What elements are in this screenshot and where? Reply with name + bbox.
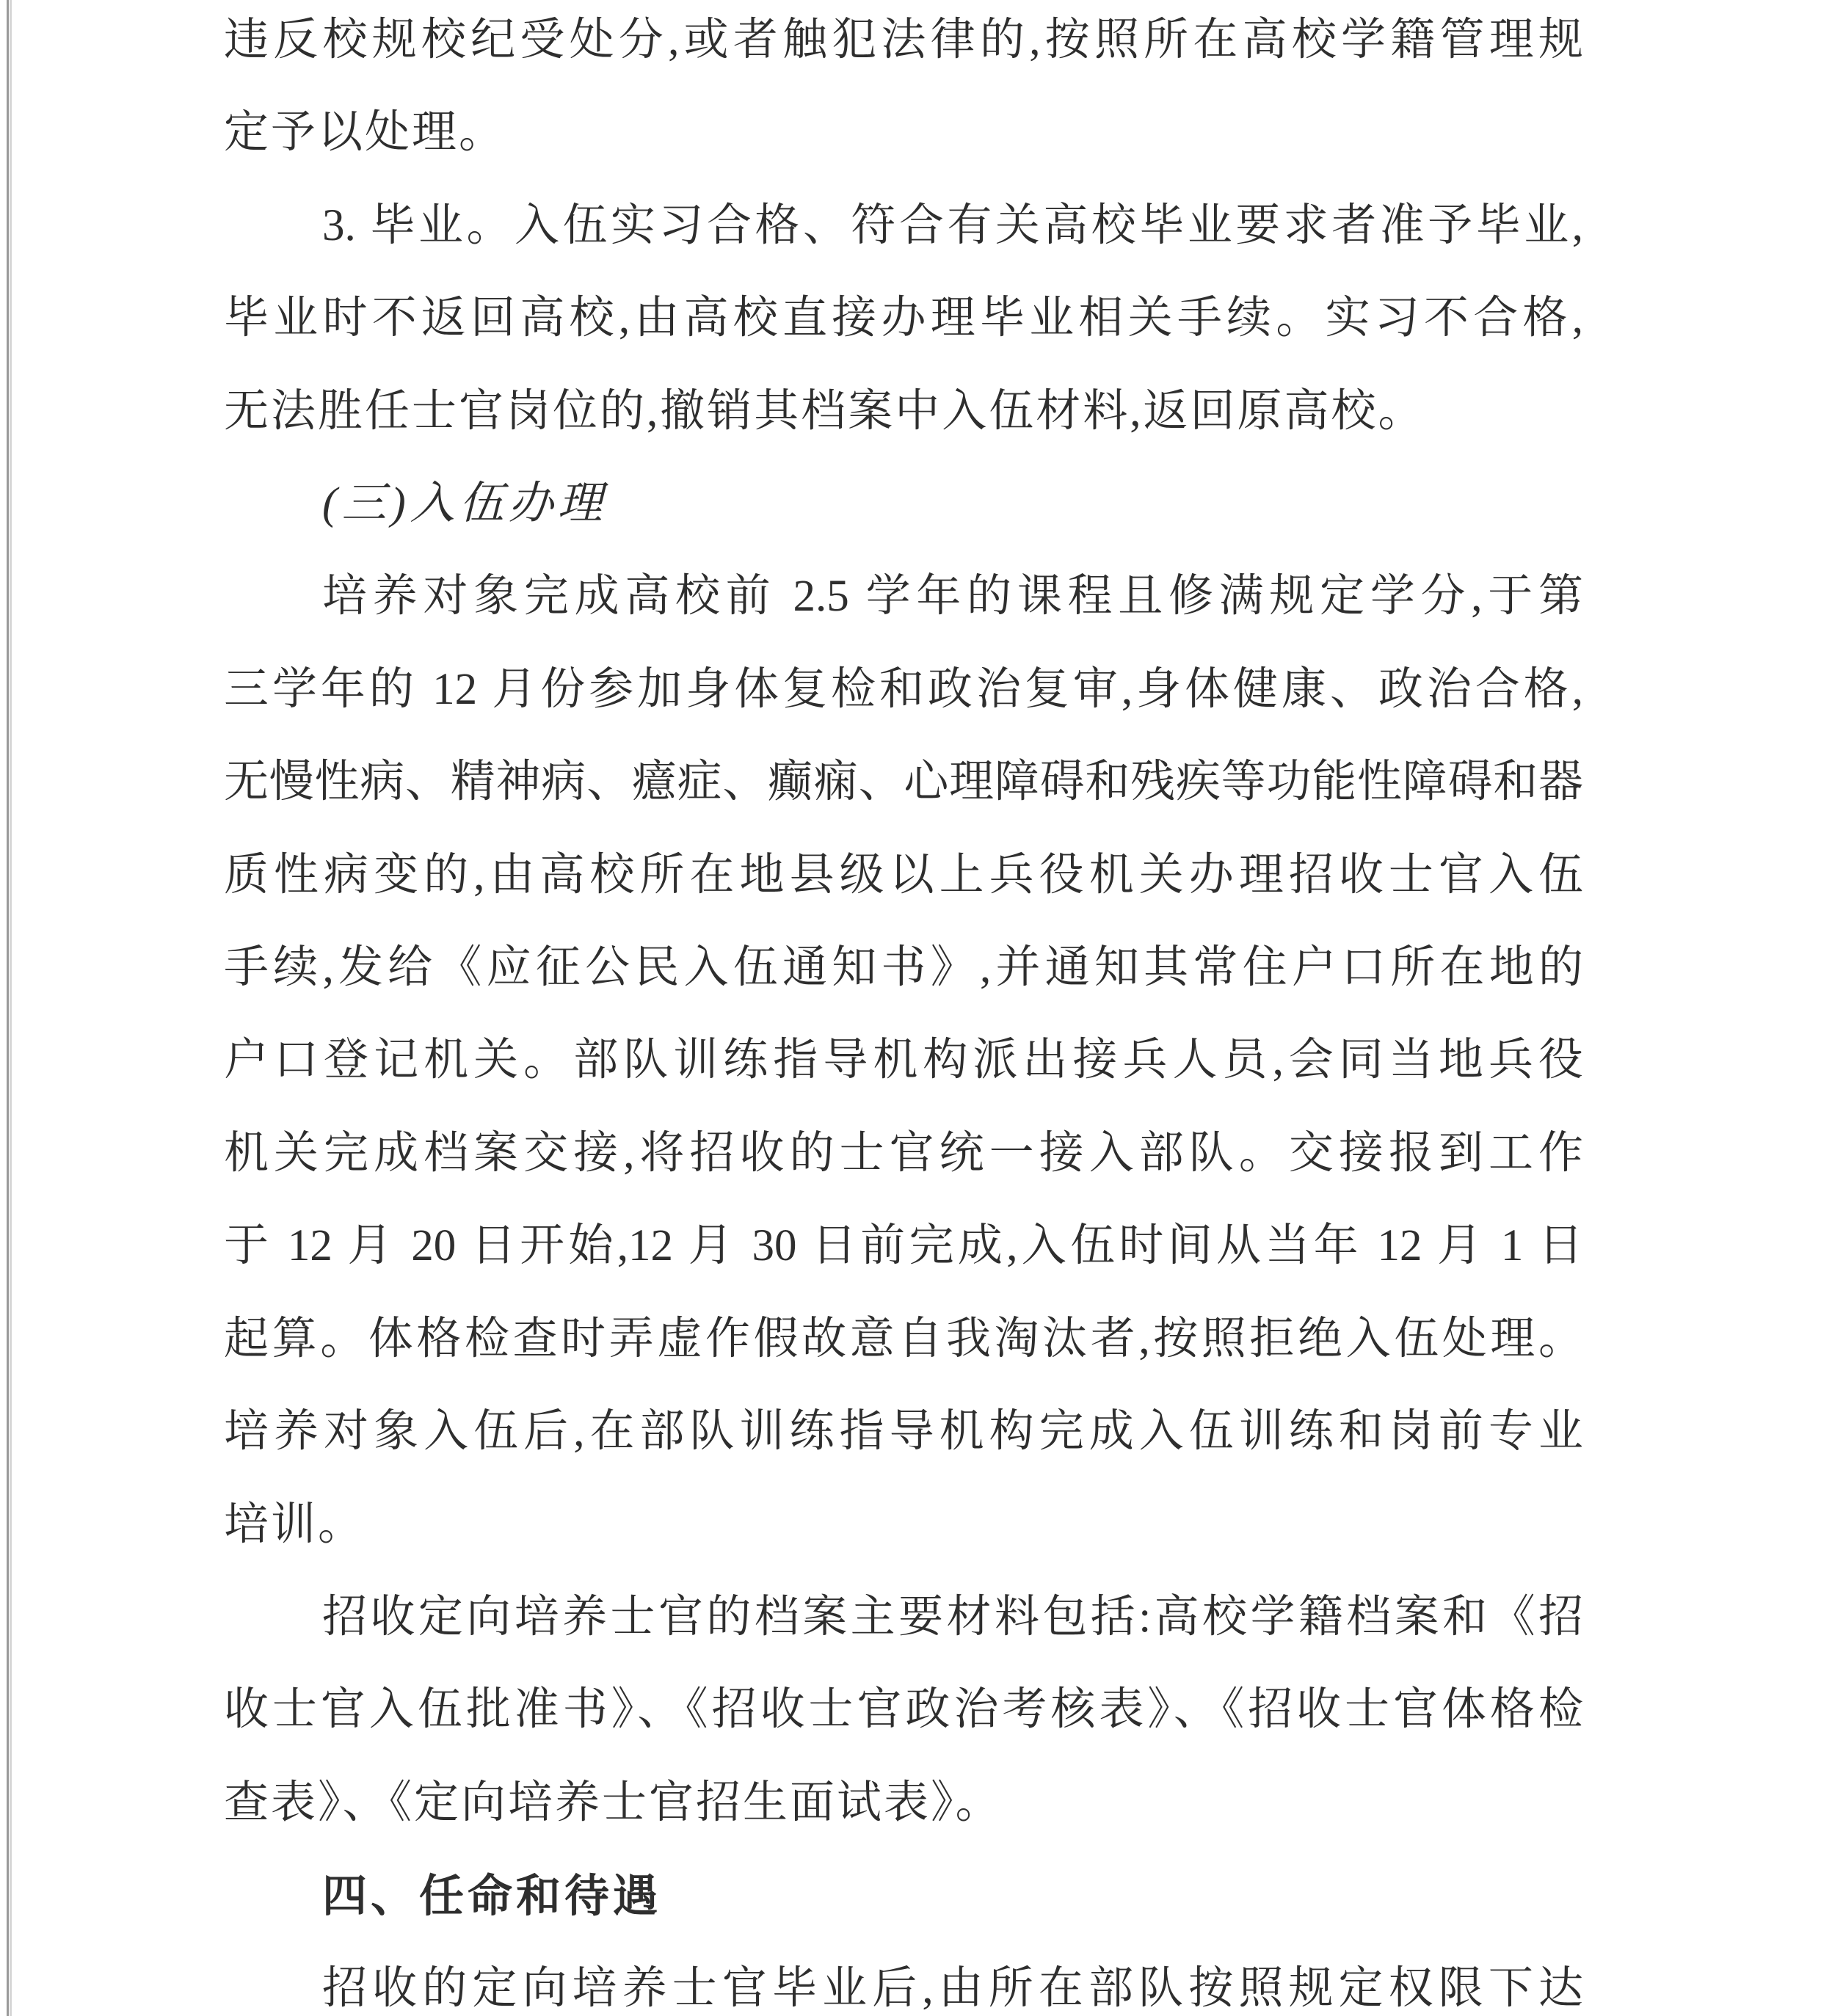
text-line: 违反校规校纪受处分,或者触犯法律的,按照所在高校学籍管理规 — [224, 15, 1583, 65]
scan-edge-line-dark — [7, 0, 9, 2016]
section-heading: 四、任命和待遇 — [322, 1871, 662, 1921]
text-line: 招收定向培养士官的档案主要材料包括:高校学籍档案和《招 — [322, 1592, 1583, 1642]
text-line: 三学年的 12 月份参加身体复检和政治复审,身体健康、政治合格, — [224, 664, 1583, 714]
text-line: 毕业时不返回高校,由高校直接办理毕业相关手续。实习不合格, — [224, 294, 1583, 343]
document-text-block — [224, 0, 1583, 2016]
text-line: 质性病变的,由高校所在地县级以上兵役机关办理招收士官入伍 — [224, 850, 1583, 900]
text-line: 培养对象完成高校前 2.5 学年的课程且修满规定学分,于第 — [322, 572, 1583, 622]
text-line: 收士官入伍批准书》、《招收士官政治考核表》、《招收士官体格检 — [224, 1685, 1583, 1735]
text-line: 招收的定向培养士官毕业后,由所在部队按照规定权限下达 — [322, 1963, 1583, 2013]
subsection-heading: (三)入伍办理 — [322, 479, 607, 529]
text-line: 手续,发给《应征公民入伍通知书》,并通知其常住户口所在地的 — [224, 943, 1583, 993]
text-line: 户口登记机关。部队训练指导机构派出接兵人员,会同当地兵役 — [224, 1036, 1583, 1085]
text-line: 无法胜任士官岗位的,撤销其档案中入伍材料,返回原高校。 — [224, 386, 1425, 436]
text-line: 定予以处理。 — [224, 108, 506, 158]
text-line: 3. 毕业。入伍实习合格、符合有关高校毕业要求者准予毕业, — [322, 200, 1583, 250]
text-line: 查表》、《定向培养士官招生面试表》。 — [224, 1777, 1003, 1827]
scan-edge-line-light — [10, 0, 12, 2016]
text-line: 起算。体格检查时弄虚作假故意自我淘汰者,按照拒绝入伍处理。 — [224, 1314, 1583, 1364]
text-line: 于 12 月 20 日开始,12 月 30 日前完成,入伍时间从当年 12 月 1 日 — [224, 1221, 1583, 1271]
text-line: 培养对象入伍后,在部队训练指导机构完成入伍训练和岗前专业 — [224, 1407, 1583, 1457]
text-line: 机关完成档案交接,将招收的士官统一接入部队。交接报到工作 — [224, 1128, 1583, 1178]
text-line: 无慢性病、精神病、癔症、癫痫、心理障碍和残疾等功能性障碍和器 — [224, 757, 1583, 807]
text-line: 培训。 — [224, 1499, 366, 1549]
